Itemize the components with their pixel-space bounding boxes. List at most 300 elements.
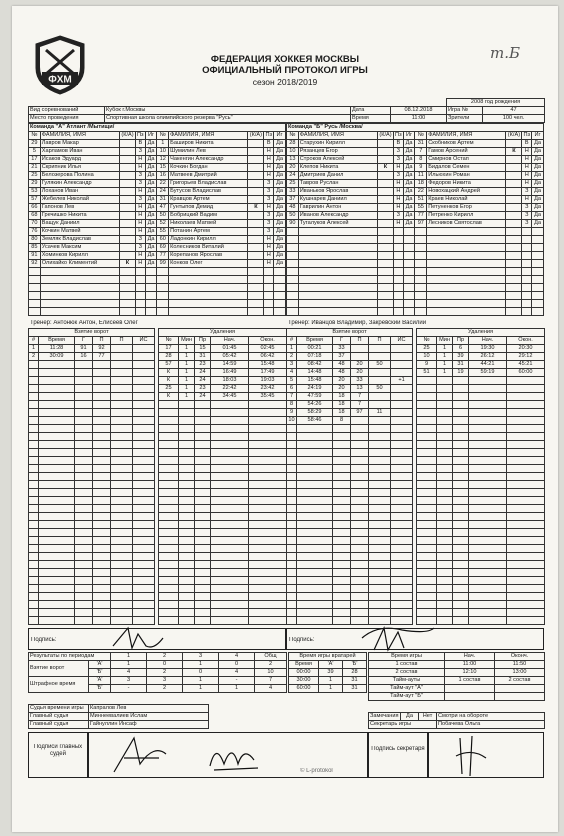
event-empty-cell bbox=[333, 465, 351, 473]
event-empty-cell bbox=[195, 577, 211, 585]
roster-cell bbox=[119, 212, 135, 220]
roster-empty-cell bbox=[136, 300, 146, 308]
event-empty-cell bbox=[133, 609, 155, 617]
roster-cell: Да bbox=[403, 220, 415, 228]
roster-cell: 28 bbox=[287, 140, 299, 148]
event-cell: 7 bbox=[351, 401, 369, 409]
time-cell bbox=[445, 685, 495, 693]
time-cell bbox=[495, 693, 545, 701]
event-empty-cell bbox=[249, 513, 287, 521]
event-empty-cell bbox=[437, 577, 453, 585]
roster-cell bbox=[119, 228, 135, 236]
event-empty-cell bbox=[93, 521, 111, 529]
event-empty-cell bbox=[351, 569, 369, 577]
event-empty-cell bbox=[39, 497, 75, 505]
event-empty-cell bbox=[211, 529, 249, 537]
period-cell: 'А' bbox=[89, 677, 111, 685]
team-b-penalties bbox=[416, 328, 545, 625]
event-empty-cell bbox=[93, 385, 111, 393]
event-row bbox=[159, 417, 287, 425]
roster-row bbox=[29, 172, 286, 180]
roster-cell: 92 bbox=[29, 260, 41, 268]
roster-cell bbox=[248, 236, 264, 244]
event-empty-cell bbox=[469, 377, 507, 385]
roster-header: ФАМИЛИЯ, ИМЯ bbox=[40, 132, 119, 140]
event-empty-cell bbox=[75, 385, 93, 393]
roster-cell: Скобников Артем bbox=[427, 140, 506, 148]
roster-cell: Н bbox=[136, 260, 146, 268]
event-empty-cell bbox=[211, 577, 249, 585]
event-empty-cell bbox=[75, 361, 93, 369]
roster-row bbox=[287, 164, 544, 172]
roster-row bbox=[29, 180, 286, 188]
event-empty-cell bbox=[179, 465, 195, 473]
event-row bbox=[29, 425, 155, 433]
event-empty-cell bbox=[111, 449, 133, 457]
event-empty-cell bbox=[179, 577, 195, 585]
event-empty-cell bbox=[159, 473, 179, 481]
event-empty-cell bbox=[159, 505, 179, 513]
event-row bbox=[29, 449, 155, 457]
event-cell bbox=[391, 345, 413, 353]
roster-empty-cell bbox=[287, 276, 299, 284]
roster-cell: Да bbox=[274, 212, 286, 220]
event-row bbox=[29, 553, 155, 561]
event-empty-cell bbox=[369, 521, 391, 529]
event-cell: 57 bbox=[159, 361, 179, 369]
event-empty-cell bbox=[287, 521, 297, 529]
roster-cell: Н bbox=[136, 252, 146, 260]
protocol-page bbox=[12, 6, 558, 832]
event-cell: 47:59 bbox=[297, 393, 333, 401]
roster-cell: З bbox=[394, 172, 404, 180]
event-empty-cell bbox=[159, 609, 179, 617]
roster-cell: Да bbox=[145, 236, 157, 244]
event-empty-cell bbox=[287, 561, 297, 569]
roster-cell: 5 bbox=[29, 148, 41, 156]
roster-cell bbox=[248, 212, 264, 220]
event-cell bbox=[369, 345, 391, 353]
event-row bbox=[29, 537, 155, 545]
goalkeeper-time bbox=[288, 652, 367, 693]
event-row bbox=[287, 377, 413, 385]
roster-cell: Тугалуков Алексей bbox=[298, 220, 377, 228]
roster-cell: Да bbox=[145, 212, 157, 220]
event-empty-cell bbox=[333, 529, 351, 537]
roster-cell: З bbox=[394, 148, 404, 156]
roster-cell bbox=[248, 148, 264, 156]
event-cell: 00:21 bbox=[297, 345, 333, 353]
roster-cell bbox=[248, 188, 264, 196]
event-cell: 02:45 bbox=[249, 345, 287, 353]
event-empty-cell bbox=[437, 465, 453, 473]
roster-cell: 18 bbox=[415, 180, 427, 188]
event-empty-cell bbox=[211, 417, 249, 425]
roster-row bbox=[287, 300, 544, 308]
roster-cell: Да bbox=[274, 188, 286, 196]
event-empty-cell bbox=[111, 417, 133, 425]
event-empty-cell bbox=[417, 425, 437, 433]
roster-cell: Петуненков Егор bbox=[427, 204, 506, 212]
event-empty-cell bbox=[133, 361, 155, 369]
event-empty-cell bbox=[195, 585, 211, 593]
event-empty-cell bbox=[111, 569, 133, 577]
roster-empty-cell bbox=[287, 252, 299, 260]
event-empty-cell bbox=[211, 569, 249, 577]
event-empty-cell bbox=[469, 393, 507, 401]
event-empty-cell bbox=[417, 449, 437, 457]
event-empty-cell bbox=[333, 553, 351, 561]
roster-cell: Ващук Даниил bbox=[40, 220, 119, 228]
event-empty-cell bbox=[249, 577, 287, 585]
protocol-title: ОФИЦИАЛЬНЫЙ ПРОТОКОЛ ИГРЫ bbox=[202, 65, 368, 76]
roster-header: (К/А) bbox=[507, 132, 521, 139]
event-empty-cell bbox=[29, 521, 39, 529]
main-judge-2: Гайнуллин Инсаф bbox=[89, 721, 209, 729]
event-empty-cell bbox=[29, 425, 39, 433]
event-empty-cell bbox=[75, 505, 93, 513]
roster-cell: З bbox=[136, 180, 146, 188]
period-cell: 1 bbox=[111, 661, 147, 669]
roster-cell: Петренко Кирилл bbox=[427, 212, 506, 220]
roster-empty-cell bbox=[169, 292, 248, 300]
event-row bbox=[159, 561, 287, 569]
roster-cell: Н bbox=[264, 172, 274, 180]
roster-empty-cell bbox=[169, 284, 248, 292]
event-cell: 7 bbox=[287, 393, 297, 401]
roster-empty-cell bbox=[248, 292, 264, 300]
event-cell: 24 bbox=[195, 377, 211, 385]
gk-cell: 30:00 bbox=[289, 677, 319, 685]
roster-cell: 90 bbox=[287, 220, 299, 228]
roster-cell bbox=[377, 172, 393, 180]
roster-header: Иг bbox=[403, 132, 415, 140]
period-cell: 2 bbox=[147, 685, 183, 693]
roster-cell: Н bbox=[264, 148, 274, 156]
event-cell: 1 bbox=[29, 345, 39, 353]
roster-cell bbox=[506, 220, 522, 228]
event-empty-cell bbox=[39, 441, 75, 449]
event-empty-cell bbox=[453, 585, 469, 593]
date-label: Дата bbox=[351, 107, 391, 115]
event-empty-cell bbox=[297, 473, 333, 481]
event-empty-cell bbox=[391, 433, 413, 441]
roster-empty-cell bbox=[298, 276, 377, 284]
roster-cell: Лавров Макар bbox=[40, 140, 119, 148]
team-a-pen-title: Удаления bbox=[159, 329, 287, 337]
event-header: П bbox=[351, 337, 369, 345]
roster-row bbox=[287, 140, 544, 148]
roster-row bbox=[29, 260, 286, 268]
event-row bbox=[29, 353, 155, 361]
event-cell: 13 bbox=[351, 385, 369, 393]
roster-cell: Чакенгин Александр bbox=[169, 156, 248, 164]
event-empty-cell bbox=[507, 449, 545, 457]
event-row bbox=[287, 433, 413, 441]
roster-cell: Да bbox=[274, 252, 286, 260]
event-empty-cell bbox=[417, 561, 437, 569]
roster-header: ФАМИЛИЯ, ИМЯ bbox=[298, 132, 377, 140]
roster-row bbox=[287, 220, 544, 228]
event-empty-cell bbox=[333, 593, 351, 601]
roster-empty-cell bbox=[506, 244, 522, 252]
event-empty-cell bbox=[287, 617, 297, 625]
roster-empty-cell bbox=[136, 276, 146, 284]
event-row bbox=[417, 545, 545, 553]
event-cell: 16 bbox=[75, 353, 93, 361]
roster-cell: Жебелев Николай bbox=[40, 196, 119, 204]
event-empty-cell bbox=[133, 393, 155, 401]
roster-cell bbox=[248, 260, 264, 268]
event-empty-cell bbox=[417, 393, 437, 401]
event-empty-cell bbox=[437, 473, 453, 481]
event-empty-cell bbox=[391, 593, 413, 601]
event-row bbox=[159, 449, 287, 457]
event-empty-cell bbox=[507, 601, 545, 609]
roster-cell: 91 bbox=[29, 252, 41, 260]
event-row bbox=[159, 361, 287, 369]
roster-empty-cell bbox=[377, 244, 393, 252]
event-cell: 8 bbox=[287, 401, 297, 409]
roster-cell: Да bbox=[532, 148, 544, 156]
event-cell: 31 bbox=[195, 353, 211, 361]
roster-cell: З bbox=[394, 156, 404, 164]
event-row bbox=[159, 473, 287, 481]
event-empty-cell bbox=[417, 521, 437, 529]
event-empty-cell bbox=[159, 401, 179, 409]
event-empty-cell bbox=[111, 425, 133, 433]
roster-empty-cell bbox=[29, 284, 41, 292]
roster-cell bbox=[248, 156, 264, 164]
event-empty-cell bbox=[453, 393, 469, 401]
roster-cell: Рязанцев Егор bbox=[298, 148, 377, 156]
roster-empty-cell bbox=[403, 252, 415, 260]
event-empty-cell bbox=[297, 441, 333, 449]
event-empty-cell bbox=[333, 585, 351, 593]
roster-cell bbox=[377, 148, 393, 156]
event-empty-cell bbox=[133, 401, 155, 409]
period-header: Общ bbox=[255, 653, 287, 661]
roster-empty-cell bbox=[427, 228, 506, 236]
event-empty-cell bbox=[179, 593, 195, 601]
event-cell: 33 bbox=[333, 345, 351, 353]
event-row bbox=[29, 385, 155, 393]
event-empty-cell bbox=[159, 481, 179, 489]
event-empty-cell bbox=[369, 513, 391, 521]
event-row bbox=[29, 433, 155, 441]
event-cell bbox=[111, 353, 133, 361]
roster-empty-cell bbox=[394, 228, 404, 236]
event-empty-cell bbox=[179, 617, 195, 625]
roster-cell: Ильюхин Роман bbox=[427, 172, 506, 180]
event-cell: 1 bbox=[437, 345, 453, 353]
roster-empty-cell bbox=[506, 236, 522, 244]
event-empty-cell bbox=[195, 417, 211, 425]
roster-cell: З bbox=[264, 188, 274, 196]
roster-header: (К/А) bbox=[121, 132, 134, 139]
roster-empty-cell bbox=[532, 268, 544, 276]
event-empty-cell bbox=[39, 369, 75, 377]
event-row bbox=[287, 529, 413, 537]
roster-empty-cell bbox=[522, 308, 532, 316]
roster-cell: Хоминков Кирилл bbox=[40, 252, 119, 260]
roster-empty-cell bbox=[394, 252, 404, 260]
event-empty-cell bbox=[249, 553, 287, 561]
event-empty-cell bbox=[351, 425, 369, 433]
roster-empty-cell bbox=[119, 292, 135, 300]
period-cell: 1 bbox=[183, 661, 219, 669]
event-row bbox=[287, 417, 413, 425]
event-empty-cell bbox=[179, 569, 195, 577]
time-cell: Тайм-аут "Б" bbox=[369, 693, 445, 701]
event-empty-cell bbox=[93, 409, 111, 417]
roster-empty-cell bbox=[157, 308, 169, 316]
event-row bbox=[417, 553, 545, 561]
event-empty-cell bbox=[39, 449, 75, 457]
roster-empty-cell bbox=[506, 284, 522, 292]
event-empty-cell bbox=[195, 481, 211, 489]
roster-cell: З bbox=[264, 196, 274, 204]
time-cell: 2 состав bbox=[369, 669, 445, 677]
event-empty-cell bbox=[39, 473, 75, 481]
event-empty-cell bbox=[417, 473, 437, 481]
event-empty-cell bbox=[111, 473, 133, 481]
event-empty-cell bbox=[211, 489, 249, 497]
roster-header: (К/А) bbox=[249, 132, 263, 139]
roster-cell: Да bbox=[145, 164, 157, 172]
roster-cell: Дмитриев Данил bbox=[298, 172, 377, 180]
event-empty-cell bbox=[133, 473, 155, 481]
roster-empty-cell bbox=[40, 300, 119, 308]
event-cell: 9 bbox=[287, 409, 297, 417]
event-empty-cell bbox=[39, 489, 75, 497]
roster-empty-cell bbox=[298, 300, 377, 308]
event-empty-cell bbox=[133, 417, 155, 425]
event-row bbox=[29, 561, 155, 569]
roster-cell: В bbox=[264, 140, 274, 148]
event-empty-cell bbox=[159, 593, 179, 601]
game-time bbox=[368, 652, 545, 701]
roster-cell bbox=[377, 156, 393, 164]
event-cell: 11:28 bbox=[39, 345, 75, 353]
roster-empty-cell bbox=[287, 292, 299, 300]
event-empty-cell bbox=[453, 505, 469, 513]
event-empty-cell bbox=[39, 385, 75, 393]
event-row bbox=[29, 393, 155, 401]
roster-empty-cell bbox=[522, 284, 532, 292]
roster-empty-cell bbox=[145, 268, 157, 276]
event-cell: 1 bbox=[437, 353, 453, 361]
roster-empty-cell bbox=[506, 276, 522, 284]
roster-empty-cell bbox=[29, 300, 41, 308]
roster-row bbox=[287, 156, 544, 164]
roster-cell: Потанин Артем bbox=[169, 228, 248, 236]
event-empty-cell bbox=[391, 473, 413, 481]
event-row bbox=[287, 577, 413, 585]
event-row bbox=[417, 521, 545, 529]
roster-cell: Да bbox=[403, 196, 415, 204]
event-empty-cell bbox=[453, 569, 469, 577]
event-empty-cell bbox=[75, 449, 93, 457]
event-empty-cell bbox=[195, 497, 211, 505]
event-cell: 19 bbox=[453, 369, 469, 377]
event-empty-cell bbox=[417, 585, 437, 593]
event-empty-cell bbox=[133, 505, 155, 513]
event-empty-cell bbox=[453, 497, 469, 505]
event-empty-cell bbox=[453, 425, 469, 433]
event-empty-cell bbox=[469, 481, 507, 489]
event-row bbox=[287, 353, 413, 361]
roster-empty-cell bbox=[264, 300, 274, 308]
event-empty-cell bbox=[211, 473, 249, 481]
event-empty-cell bbox=[39, 585, 75, 593]
roster-cell bbox=[506, 164, 522, 172]
event-cell bbox=[111, 345, 133, 353]
event-empty-cell bbox=[249, 601, 287, 609]
roster-empty-cell bbox=[532, 260, 544, 268]
event-empty-cell bbox=[351, 537, 369, 545]
event-empty-cell bbox=[93, 481, 111, 489]
event-empty-cell bbox=[507, 545, 545, 553]
event-empty-cell bbox=[111, 401, 133, 409]
event-empty-cell bbox=[507, 569, 545, 577]
event-empty-cell bbox=[179, 537, 195, 545]
event-row bbox=[287, 601, 413, 609]
event-empty-cell bbox=[159, 561, 179, 569]
roster-cell bbox=[506, 188, 522, 196]
event-empty-cell bbox=[507, 617, 545, 625]
roster-cell: Ладонкин Кирилл bbox=[169, 236, 248, 244]
event-empty-cell bbox=[159, 425, 179, 433]
roster-empty-cell bbox=[522, 228, 532, 236]
event-row bbox=[159, 481, 287, 489]
roster-cell: Да bbox=[532, 196, 544, 204]
event-row bbox=[159, 393, 287, 401]
event-empty-cell bbox=[369, 481, 391, 489]
event-empty-cell bbox=[453, 593, 469, 601]
gk-title: Время игры вратарей bbox=[289, 653, 367, 661]
event-cell: 08:42 bbox=[297, 361, 333, 369]
event-empty-cell bbox=[211, 401, 249, 409]
spect-value: 100 чел. bbox=[483, 115, 545, 123]
event-row bbox=[417, 353, 545, 361]
event-empty-cell bbox=[29, 553, 39, 561]
event-empty-cell bbox=[179, 545, 195, 553]
event-empty-cell bbox=[195, 513, 211, 521]
event-empty-cell bbox=[133, 441, 155, 449]
event-empty-cell bbox=[133, 481, 155, 489]
judge-signature-1 bbox=[104, 734, 174, 776]
event-cell: 07:18 bbox=[297, 353, 333, 361]
roster-cell: Да bbox=[532, 172, 544, 180]
event-row bbox=[417, 433, 545, 441]
event-row bbox=[417, 537, 545, 545]
event-empty-cell bbox=[333, 537, 351, 545]
event-empty-cell bbox=[333, 569, 351, 577]
event-empty-cell bbox=[111, 385, 133, 393]
event-empty-cell bbox=[507, 593, 545, 601]
roster-header: № bbox=[287, 132, 299, 140]
roster-cell: Да bbox=[532, 212, 544, 220]
event-empty-cell bbox=[249, 481, 287, 489]
roster-cell: Да bbox=[274, 244, 286, 252]
roster-empty-cell bbox=[298, 260, 377, 268]
event-row bbox=[417, 561, 545, 569]
roster-empty-cell bbox=[264, 292, 274, 300]
event-row bbox=[29, 489, 155, 497]
event-empty-cell bbox=[453, 401, 469, 409]
event-empty-cell bbox=[297, 561, 333, 569]
